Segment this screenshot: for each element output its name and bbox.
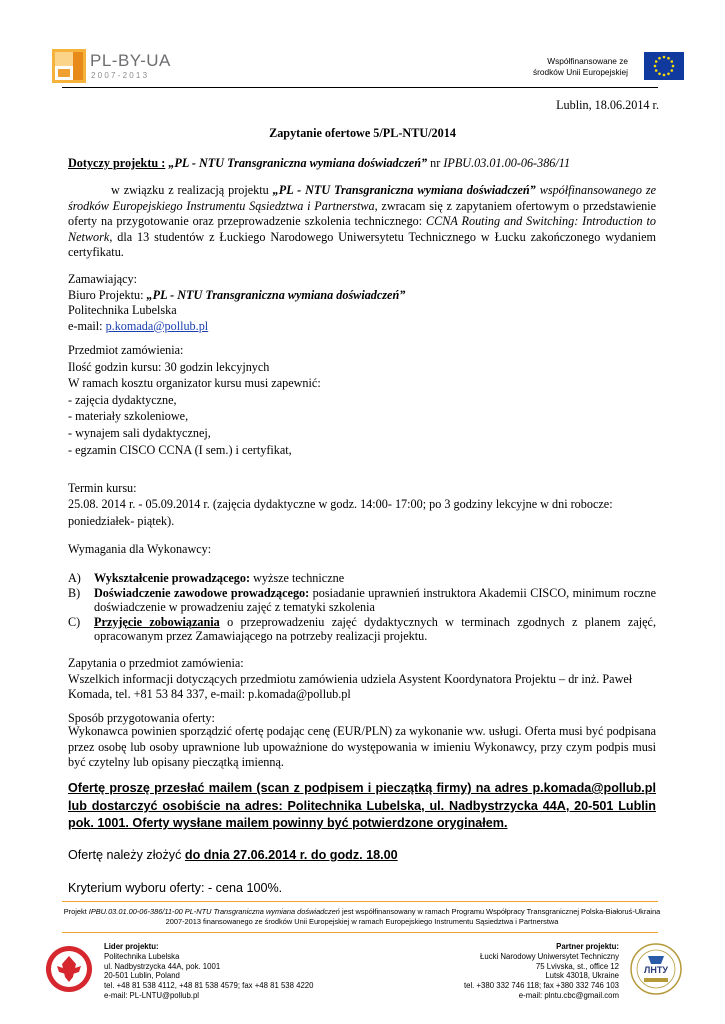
must-provide-line: W ramach kosztu organizator kursu musi zapewnić:	[68, 376, 321, 391]
subject-item: - materiały szkoleniowe,	[68, 409, 189, 424]
partner-label: Partner projektu:	[556, 942, 619, 951]
intro-part-4: , dla 13 studentów z Łuckiego Narodowego Uniwersytetu Technicznego w Łucku zakończonego wydaniem certyfikatu.	[68, 229, 656, 260]
project-leader	[104, 942, 313, 1001]
email-label: e-mail:	[68, 318, 106, 333]
requirement-item	[68, 615, 656, 644]
selection-criterion: Kryterium wyboru oferty: - cena 100%.	[68, 881, 283, 895]
eu-flag-icon	[644, 52, 684, 80]
project-office-name: „PL - NTU Transgraniczna wymiana doświadczeń”	[146, 287, 406, 302]
concerns-project: „PL - NTU Transgraniczna wymiana doświadczeń”	[168, 156, 428, 170]
cofinance-line-1: Współfinansowane ze	[547, 56, 628, 66]
ordering-party-heading: Zamawiający:	[68, 272, 138, 286]
intro-part-1: w związku z realizacją projektu	[111, 183, 273, 197]
document-title: Zapytanie ofertowe 5/PL-NTU/2014	[269, 126, 456, 140]
course-term	[68, 480, 668, 529]
requirement-letter: B)	[68, 585, 81, 600]
partner-line: Łucki Narodowy Uniwersytet Techniczny	[480, 951, 619, 961]
term-line-2: poniedziałek- piątek).	[68, 513, 175, 528]
requirement-item	[68, 571, 656, 586]
institution-name: Politechnika Lubelska	[68, 303, 177, 318]
program-logo-icon	[52, 49, 86, 83]
intro-part-2: współfinansowanego ze środków Europejskiego Instrumentu Sąsiedztwa i Partnerstwa	[68, 183, 657, 213]
intro-course: CCNA Routing and Switching: Introduction to Network	[68, 214, 656, 244]
project-office-line	[68, 288, 656, 304]
partner-line: tel. +380 332 746 118; fax +380 332 746 103	[463, 981, 619, 991]
program-logo-text: PL-BY-UA	[90, 51, 171, 70]
intro-paragraph	[68, 183, 656, 261]
project-partner	[464, 942, 619, 1001]
requirement-text: wyższe techniczne	[250, 571, 345, 585]
requirement-label: Wykształcenie prowadzącego:	[94, 571, 251, 585]
leader-line: 20-501 Lublin, Poland	[104, 971, 180, 981]
partner-line: e-mail: plntu.cbc@gmail.com	[518, 990, 619, 1000]
lublin-university-logo-icon	[44, 944, 94, 994]
email-link[interactable]: p.komada@pollub.pl	[105, 318, 209, 333]
requirement-text: o przeprowadzeniu zajęć dydaktycznych w terminach zgodnych z planem zajęć, opracowanym przez Zamawiającego na potrzeby realizacji projektu.	[94, 614, 656, 644]
requirement-text: posiadanie uprawnień instruktora Akademii CISCO, minimum roczne doświadczenie w prowadzeniu zajęć z tematyki szkolenia	[94, 585, 656, 615]
subject-item: - wynajem sali dydaktycznej,	[68, 425, 211, 440]
leader-line: Politechnika Lubelska	[104, 951, 180, 961]
requirement-label: Doświadczenie zawodowe prowadzącego:	[94, 585, 310, 600]
subject-item: - zajęcia dydaktyczne,	[68, 392, 177, 407]
footer-project-rest: jest współfinansowany w ramach Programu Współpracy Transgranicznej Polska-Białoruś-Ukraina 2007-2013 finansowanego ze środków Unii Europejskiej w ramach Europejskiego Instrumentu Sąsiedztwa i Partnerstwa	[165, 907, 661, 926]
leader-line: e-mail: PL-LNTU@pollub.pl	[104, 990, 200, 1000]
leader-line: ul. Nadbystrzycka 44A, pok. 1001	[104, 961, 221, 971]
term-line-1: 25.08. 2014 r. - 05.09.2014 r. (zajęcia dydaktyczne w godz. 14:00- 17:00; po 3 godziny lekcyjne w dni robocze:	[68, 497, 613, 512]
program-logo	[52, 49, 192, 83]
footer-project-note	[62, 907, 662, 927]
preparation-heading: Sposób przygotowania oferty:	[68, 711, 215, 725]
requirement-label: Przyjęcie zobowiązania	[94, 614, 220, 629]
deadline-prefix: Ofertę należy złożyć	[68, 848, 185, 862]
concerns-nr-label: nr	[430, 156, 441, 170]
cofinance-text	[533, 56, 628, 78]
partner-line: 75 Lvivska, st., office 12	[535, 961, 619, 971]
inquiries-line-1: Wszelkich informacji dotyczących przedmiotu zamówienia udziela Asystent Koordynatora Projektu – dr inż. Paweł	[68, 671, 633, 686]
footer-project-prefix: Projekt	[63, 907, 89, 916]
preparation-text: Wykonawca powinien sporządzić ofertę podając cenę (EUR/PLN) za wykonanie ww. usługi. Oferta musi być podpisana przez osobę lub osoby uprawnione lub upoważnione do występowania w imieniu Wykonawcy, przy czym podpis musi być czytelny lub opisany pieczątką imienną.	[68, 724, 656, 770]
email-line	[68, 319, 656, 335]
course-hours: Ilość godzin kursu: 30 godzin lekcyjnych	[68, 359, 270, 374]
cofinance-line-2: środków Unii Europejskiej	[533, 67, 628, 77]
project-office-label: Biuro Projektu:	[68, 287, 147, 302]
date-line: Lublin, 18.06.2014 r.	[556, 98, 659, 112]
header-divider	[62, 87, 658, 88]
subject-heading: Przedmiot zamówienia:	[68, 343, 184, 357]
footer-divider-top	[62, 901, 658, 902]
leader-label: Lider projektu:	[104, 942, 159, 951]
inquiries-heading: Zapytania o przedmiot zamówienia:	[68, 656, 244, 670]
requirement-letter: A)	[68, 571, 81, 585]
subject-item: - egzamin CISCO CCNA (I sem.) i certyfikat,	[68, 442, 292, 457]
concerns-line	[68, 156, 668, 172]
footer-project-code: IPBU.03.01.00-06-386/11-00 PL-NTU Transgraniczna wymiana doświadczeń	[88, 907, 340, 916]
intro-part-3: , zwracam się z zapytaniem ofertowym o przedstawienie oferty na przygotowanie oraz przeprowadzenie szkolenia technicznego:	[68, 198, 656, 229]
lutsk-university-logo	[628, 942, 684, 996]
program-logo-years: 2 0 0 7 - 2 0 1 3	[91, 71, 148, 80]
footer-divider	[62, 932, 658, 933]
leader-line: tel. +48 81 538 4112, +48 81 538 4579; fax +48 81 538 4220	[104, 981, 314, 991]
requirements-heading: Wymagania dla Wykonawcy:	[68, 542, 212, 556]
requirements-list	[68, 571, 656, 644]
order-subject	[68, 342, 656, 458]
term-heading: Termin kursu:	[68, 481, 137, 495]
requirement-item	[68, 586, 656, 615]
deadline-date: do dnia 27.06.2014 r. do godz. 18.00	[184, 848, 398, 862]
lutsk-logo-text: ЛНТУ	[644, 965, 668, 975]
send-offer-instructions: Ofertę proszę przesłać mailem (scan z podpisem i pieczątką firmy) na adres p.komada@pollub.pl lub dostarczyć osobiście na adres: Politechnika Lubelska, ul. Nadbystrzycka 44A, 20-501 Lublin pok. 1001. Oferty wysłane mailem powinny być potwierdzone oryginałem.	[68, 781, 656, 831]
inquiries	[68, 656, 668, 703]
deadline-line	[68, 848, 398, 862]
concerns-label: Dotyczy projektu :	[68, 156, 166, 170]
partner-line: Lutsk 43018, Ukraine	[545, 971, 619, 981]
requirement-letter: C)	[68, 614, 81, 629]
ordering-party	[68, 272, 656, 334]
intro-project: „PL - NTU Transgraniczna wymiana doświadczeń”	[272, 183, 536, 197]
inquiries-line-2: Komada, tel. +81 53 84 337, e-mail: p.komada@pollub.pl	[68, 687, 351, 702]
concerns-nr: IPBU.03.01.00-06-386/11	[443, 156, 571, 170]
